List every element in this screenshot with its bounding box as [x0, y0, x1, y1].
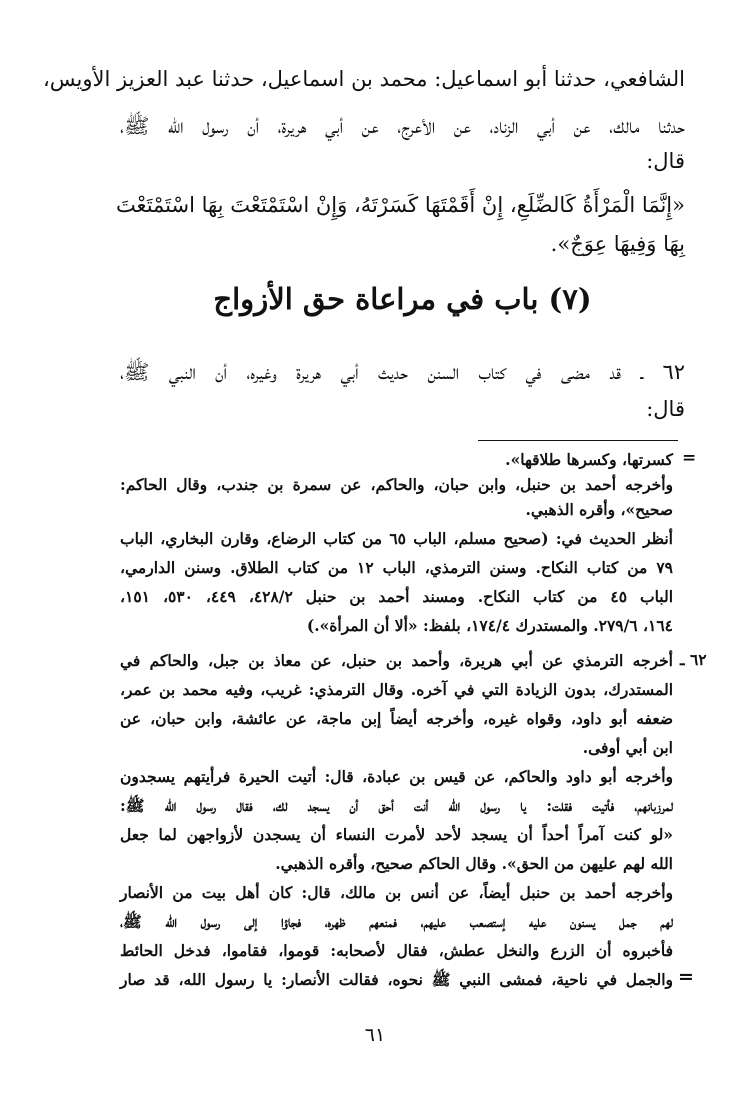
footnote-line: وأخرجه أحمد بن حنبل أيضاً، عن أنس بن مالك، قال: كان أهل بيت من الأنصار	[120, 883, 673, 902]
main-text-line-2: حدثنا مالك، عن أبي الزناد، عن الأعرج، عن أبي هريرة، أن رسول الله ﷺ،	[120, 114, 685, 138]
footnote-line: ١٦٤، ٢٧٩/٦. والمستدرك ١٧٤/٤، بلفظ: «ألا أن المرأة».)	[306, 616, 673, 635]
main-text-line-1: الشافعي، حدثنا أبو اسماعيل: محمد بن اسماعيل، حدثنا عبد العزيز الأويس،	[42, 67, 685, 91]
hadith-text-line-1: «إِنَّمَا الْمَرْأَةُ كَالضِّلَعِ، إِنْ أَقَمْتَهَا كَسَرْتَهُ، وَإِنْ اسْتَمْتَعْتَ بِهَا اسْتَمْتَعْتَ	[115, 193, 685, 217]
main-text-line-3: قال:	[646, 149, 685, 173]
footnote-62-marker: ٦٢ ـ	[680, 650, 707, 669]
continuation-marker-bottom: =	[678, 966, 694, 988]
footnote-line: أخرجه الترمذي عن أبي هريرة، وأحمد بن حنبل، عن معاذ بن جبل، والحاكم في	[120, 651, 673, 670]
footnote-line: أنظر الحديث في: (صحيح مسلم، الباب ٦٥ من كتاب الرضاع، وقارن البخاري، الباب	[120, 529, 673, 548]
footnote-line: كسرتها، وكسرها طلاقها».	[505, 450, 673, 469]
footnote-line: صحيح»، وأقره الذهبي.	[525, 500, 673, 519]
footnote-line: الله لهم عليهن من الحق». وقال الحاكم صحيح، وأقره الذهبي.	[275, 854, 673, 873]
footnote-line: فأخبروه أن الزرع والنخل عطش، فقال لأصحابه: قوموا، فقاموا، فدخل الحائط	[120, 941, 673, 960]
footnote-line: وأخرجه أحمد بن حنبل، وابن حبان، والحاكم، عن سمرة بن جندب، وقال الحاكم:	[120, 475, 673, 494]
footnote-line: والجمل في ناحية، فمشى النبي ﷺ نحوه، فقالت الأنصار: يا رسول الله، قد صار	[120, 970, 673, 989]
footnote-separator	[478, 440, 678, 441]
footnote-line: المستدرك، بدون الزيادة التي في آخره. وقال الترمذي: غريب، وفيه محمد بن عمر،	[120, 680, 673, 699]
footnote-line: «لو كنت آمراً أحداً أن يسجد لأحد لأمرت النساء أن يسجدن لأزواجهن لما جعل	[120, 825, 673, 844]
continuation-marker-top: =	[682, 448, 697, 468]
hadith-62-line-1: ٦٢ ـ قد مضى في كتاب السنن حديث أبي هريرة وغيره، أن النبي ﷺ،	[120, 360, 685, 384]
footnote-line: وأخرجه أبو داود والحاكم، عن قيس بن عبادة، قال: أتيت الحيرة فرأيتهم يسجدون	[120, 767, 673, 786]
footnote-line: ضعفه أبو داود، وقواه غيره، وأخرجه أيضاً إبن ماجة، عن عائشة، وابن حبان، عن	[120, 709, 673, 728]
page-number: ٦١	[364, 1024, 386, 1046]
hadith-text-line-2: بِهَا وَفِيهَا عِوَجٌ».	[550, 232, 685, 256]
footnote-line: ابن أبي أوفى.	[582, 738, 673, 757]
footnote-line: لهم جمل يسنون عليه إستصعب عليهم، فمنعهم ظهره، فجاؤا إلى رسول الله ﷺ،	[120, 912, 673, 931]
footnote-line: لمرزبانهم، فأتيت فقلت: يا رسول الله أنت أحق أن يسجد لك، فقال رسول الله ﷺ:	[120, 796, 673, 815]
hadith-62-line-2: قال:	[646, 397, 685, 421]
footnote-line: ٧٩ من كتاب النكاح. وسنن الترمذي، الباب ١٢ من كتاب الطلاق. وسنن الدارمي،	[120, 558, 673, 577]
section-heading: (٧) باب في مراعاة حق الأزواج	[213, 282, 592, 316]
footnote-line: الباب ٤٥ من كتاب النكاح. ومسند أحمد بن حنبل ٤٢٨/٢، ٤٤٩، ٥٣٠، ١٥١،	[120, 587, 674, 606]
